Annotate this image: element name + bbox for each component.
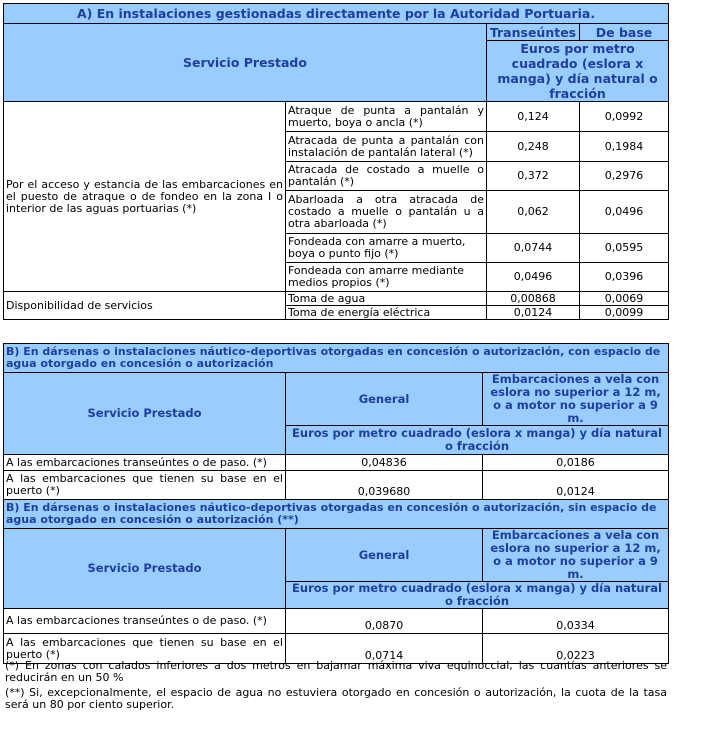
b1-general-value: 0,04836 xyxy=(286,455,483,471)
table-b2-service-header: Servicio Prestado xyxy=(4,529,286,609)
b2-row-label: A las embarcaciones transeúntes o de paso. (*) xyxy=(4,609,286,634)
rate-row-label: Atraque de punta a pantalán y muerto, boya o ancla (*) xyxy=(286,102,487,132)
rate-transeuntes-value: 0,0496 xyxy=(487,263,580,292)
footnote-double-asterisk: (**) Si, excepcionalmente, el espacio de agua no estuviera otorgado en concesión o autorización, la cuota de la tasa será un 80 por ciento superior. xyxy=(5,686,667,711)
table-b1-units: Euros por metro cuadrado (eslora x manga) y día natural o fracción xyxy=(286,426,669,455)
rate-row-label: Atracada de punta a pantalán con instalación de pantalán lateral (*) xyxy=(286,132,487,162)
rate-base-value: 0,0992 xyxy=(580,102,669,132)
b2-row-label: A las embarcaciones que tienen su base en el puerto (*) xyxy=(4,634,286,664)
b1-row-label: A las embarcaciones transeúntes o de paso. (*) xyxy=(4,455,286,471)
table-b xyxy=(3,343,669,664)
rate-base-value: 0,0099 xyxy=(580,306,669,320)
rate-base-value: 0,0595 xyxy=(580,234,669,263)
b2-vela-value: 0,0223 xyxy=(483,634,669,664)
rate-transeuntes-value: 0,0124 xyxy=(487,306,580,320)
rate-row-label: Atracada de costado a muelle o pantalán (*) xyxy=(286,162,487,191)
b1-vela-value: 0,0186 xyxy=(483,455,669,471)
table-a-title: A) En instalaciones gestionadas directamente por la Autoridad Portuaria. xyxy=(4,4,669,24)
rate-transeuntes-value: 0,372 xyxy=(487,162,580,191)
rate-base-value: 0,0069 xyxy=(580,292,669,306)
rate-transeuntes-value: 0,124 xyxy=(487,102,580,132)
table-a-units-header: Euros por metro cuadrado (eslora x manga) y día natural o fracción xyxy=(487,41,669,102)
table-b1-service-header: Servicio Prestado xyxy=(4,373,286,455)
rate-transeuntes-value: 0,248 xyxy=(487,132,580,162)
rate-base-value: 0,0496 xyxy=(580,191,669,234)
table-b1-title: B) En dársenas o instalaciones náutico-deportivas otorgadas en concesión o autorización, con espacio de agua otorgado en concesión o autorización xyxy=(4,344,669,373)
footnote-single-asterisk: (*) En zonas con calados inferiores a dos metros en bajamar máxima viva equinoccial, las cuantías anteriores se reducirán en un 50 % xyxy=(5,659,667,684)
rate-base-value: 0,0396 xyxy=(580,263,669,292)
rate-row-label: Toma de agua xyxy=(286,292,487,306)
rate-row-label: Abarloada a otra atracada de costado a muelle o pantalán u a otra abarloada (*) xyxy=(286,191,487,234)
b1-general-value: 0,039680 xyxy=(286,471,483,500)
b1-row-label: A las embarcaciones que tienen su base en el puerto (*) xyxy=(4,471,286,500)
col-transeuntes-header: Transeúntes xyxy=(487,24,580,41)
b2-general-value: 0,0714 xyxy=(286,634,483,664)
rate-row-label: Fondeada con amarre mediante medios propios (*) xyxy=(286,263,487,292)
table-a-group-services-label: Disponibilidad de servicios xyxy=(4,292,286,320)
table-b1-col-vela: Embarcaciones a vela con eslora no superior a 12 m, o a motor no superior a 9 m. xyxy=(483,373,669,426)
table-b2-units: Euros por metro cuadrado (eslora x manga) y día natural o fracción xyxy=(286,582,669,609)
rate-transeuntes-value: 0,062 xyxy=(487,191,580,234)
rate-transeuntes-value: 0,00868 xyxy=(487,292,580,306)
rate-base-value: 0,1984 xyxy=(580,132,669,162)
rate-base-value: 0,2976 xyxy=(580,162,669,191)
table-a-service-header: Servicio Prestado xyxy=(4,24,487,102)
table-a xyxy=(3,3,669,320)
col-debase-header: De base xyxy=(580,24,669,41)
rate-row-label: Fondeada con amarre a muerto, boya o punto fijo (*) xyxy=(286,234,487,263)
table-b1-col-general: General xyxy=(286,373,483,426)
table-a-group-access-label: Por el acceso y estancia de las embarcaciones en el puesto de atraque o de fondeo en la zona I o interior de las aguas portuarias (*) xyxy=(4,102,286,292)
table-b2-title: B) En dársenas o instalaciones náutico-deportivas otorgadas en concesión o autorización, sin espacio de agua otorgado en concesión o autorización (**) xyxy=(4,500,669,529)
rate-transeuntes-value: 0,0744 xyxy=(487,234,580,263)
table-b2-col-general: General xyxy=(286,529,483,582)
table-b2-col-vela: Embarcaciones a vela con eslora no superior a 12 m, o a motor no superior a 9 m. xyxy=(483,529,669,582)
rate-row-label: Toma de energía eléctrica xyxy=(286,306,487,320)
b2-general-value: 0,0870 xyxy=(286,609,483,634)
b1-vela-value: 0,0124 xyxy=(483,471,669,500)
b2-vela-value: 0,0334 xyxy=(483,609,669,634)
